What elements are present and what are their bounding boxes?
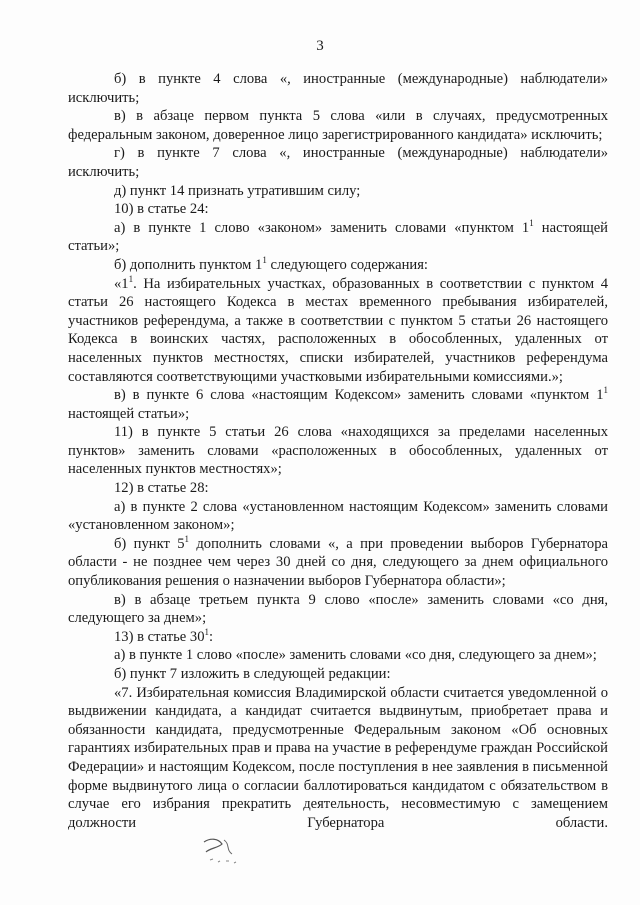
- text-run: а) в пункте 1 слово «законом» заменить словами «пунктом 1: [114, 219, 530, 236]
- text-run: 10) в статье 24:: [114, 201, 209, 218]
- text-run: а) в пункте 1 слово «после» заменить словами «со дня, следующего за днем»;: [114, 647, 597, 664]
- paragraph: [68, 479, 608, 498]
- paragraph: [68, 665, 608, 684]
- paragraph: [68, 200, 608, 219]
- superscript: 1: [529, 217, 534, 228]
- superscript: 1: [262, 254, 267, 265]
- text-run: 11) в пункте 5 статьи 26 слова «находящихся за пределами населенных пунктов» заменить словами «расположенных в обособленных, удаленных от населенных пунктов местностях»;: [68, 424, 608, 478]
- text-run: 12) в статье 28:: [114, 480, 209, 497]
- text-run: б) пункт 7 изложить в следующей редакции:: [114, 666, 391, 682]
- paragraph: [68, 591, 608, 628]
- text-run: а) в пункте 2 слова «установленном настоящим Кодексом» заменить словами «установленном законом»;: [68, 498, 608, 534]
- paragraph: [68, 70, 608, 107]
- paragraph: [68, 182, 608, 201]
- paragraph: [68, 628, 608, 647]
- text-run: :: [209, 628, 214, 645]
- superscript: 1: [184, 533, 190, 544]
- document-body: [68, 70, 608, 832]
- text-run: б) в пункте 4 слова «, иностранные (международные) наблюдатели» исключить;: [68, 71, 608, 106]
- text-run: настоящей статьи»;: [68, 405, 190, 422]
- paragraph: [68, 386, 608, 423]
- paragraph: [68, 219, 608, 256]
- text-run: г) в пункте 7 слова «, иностранные (международные) наблюдатели» исключить;: [68, 145, 608, 180]
- text-run: «7. Избирательная комиссия Владимирской области считается уведомленной о выдвижении кандидата, а кандидат считается выдвинутым, приобретает права и обязанности кандидата, предусмотренные Федеральным законом «Об основных гарантиях избирательных прав и права на участие в референдуме граждан Российской Федерации» и настоящим Кодексом, после поступления в нее заявления в письменной форме выдвинутого лица о согласии баллотироваться кандидатом с обязательством в случае его избрания прекратить деятельность, несовместимую с замещением должности Губернатора области.: [68, 684, 608, 831]
- text-run: настоящей статьи»;: [68, 219, 608, 255]
- paragraph: [68, 646, 608, 665]
- text-run: дополнить словами «, а при проведении выборов Губернатора области - не позднее чем через 30 дней со дня, следующего за днем официального опубликования решения о назначении выборов Губернатора области»;: [68, 535, 609, 590]
- text-run: д) пункт 14 признать утратившим силу;: [114, 182, 361, 199]
- superscript: 1: [128, 273, 134, 284]
- text-run: 13) в статье 30: [114, 628, 205, 645]
- superscript: 1: [603, 385, 608, 396]
- paragraph: [68, 275, 608, 387]
- text-run: в) в абзаце первом пункта 5 слова «или в случаях, предусмотренных федеральным законом, доверенное лицо зарегистрированного кандидата» исключить;: [68, 108, 608, 143]
- superscript: 1: [204, 626, 210, 637]
- paragraph: [68, 535, 608, 591]
- paragraph: [68, 498, 608, 535]
- text-run: б) дополнить пунктом 1: [114, 256, 263, 273]
- paragraph: [68, 423, 608, 479]
- page-number: 3: [316, 38, 324, 54]
- text-run: следующего содержания:: [266, 256, 428, 273]
- text-run: «1: [114, 275, 129, 292]
- text-run: . На избирательных участках, образованных в соответствии с пунктом 4 статьи 26 настоящего Кодекса в местах временного пребывания избирателей, участников референдума, а также в соответствии с пунктом 5 статьи 26 настоящего Кодекса в воинских частях, расположенных в обособленных, удаленных от населенных пунктов местностях, списки избирателей, участников референдума составляются соответствующими участковыми избирательными комиссиями.»;: [68, 275, 608, 385]
- text-run: в) в пункте 6 слова «настоящим Кодексом» заменить словами «пунктом 1: [114, 387, 604, 404]
- paragraph: [68, 107, 608, 144]
- paragraph: [68, 684, 608, 833]
- paragraph: [68, 256, 608, 275]
- text-run: в) в абзаце третьем пункта 9 слово «после» заменить словами «со дня, следующего за днем»;: [68, 591, 608, 627]
- stamp-mark: [196, 836, 256, 868]
- text-run: б) пункт 5: [114, 535, 185, 552]
- paragraph: [68, 144, 608, 181]
